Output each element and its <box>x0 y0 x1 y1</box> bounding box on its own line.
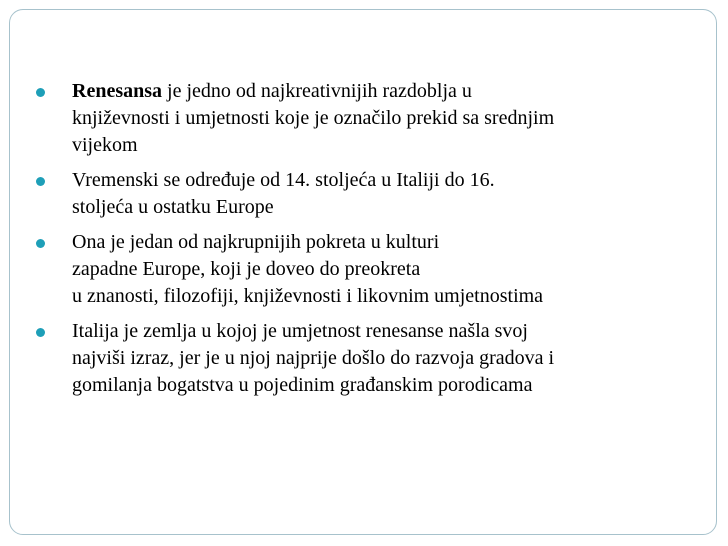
bullet-line: književnosti i umjetnosti koje je označilo prekid sa srednjim <box>72 107 555 129</box>
bullet-item <box>36 229 716 310</box>
bullet-item <box>36 167 716 221</box>
bullet-text: je jedno od najkreativnijih razdoblja u <box>162 80 472 102</box>
bullet-line: u znanosti, filozofiji, književnosti i likovnim umjetnostima <box>72 285 544 307</box>
bullet-line: gomilanja bogatstva u pojedinim građanskim porodicama <box>72 374 533 396</box>
bullet-line: Italija je zemlja u kojoj je umjetnost renesanse našla svoj <box>72 320 528 342</box>
bullet-dot-icon <box>36 239 45 248</box>
bullet-line <box>72 78 716 105</box>
keyword-renesansa: Renesansa <box>72 80 163 102</box>
slide <box>9 9 717 535</box>
bullet-line: najviši izraz, jer je u njoj najprije došlo do razvoja gradova i <box>72 347 555 369</box>
bullet-line: zapadne Europe, koji je doveo do preokreta <box>72 258 421 280</box>
bullet-line: Vremenski se određuje od 14. stoljeća u Italiji do 16. <box>72 169 495 191</box>
bullet-line: Ona je jedan od najkrupnijih pokreta u kulturi <box>72 231 440 253</box>
bullet-item <box>36 78 716 159</box>
bullet-item <box>36 318 716 399</box>
bullet-dot-icon <box>36 177 45 186</box>
bullet-dot-icon <box>36 328 45 337</box>
bullet-line: stoljeća u ostatku Europe <box>72 196 274 218</box>
bullet-line: vijekom <box>72 134 138 156</box>
bullet-list <box>36 78 716 407</box>
bullet-dot-icon <box>36 88 45 97</box>
